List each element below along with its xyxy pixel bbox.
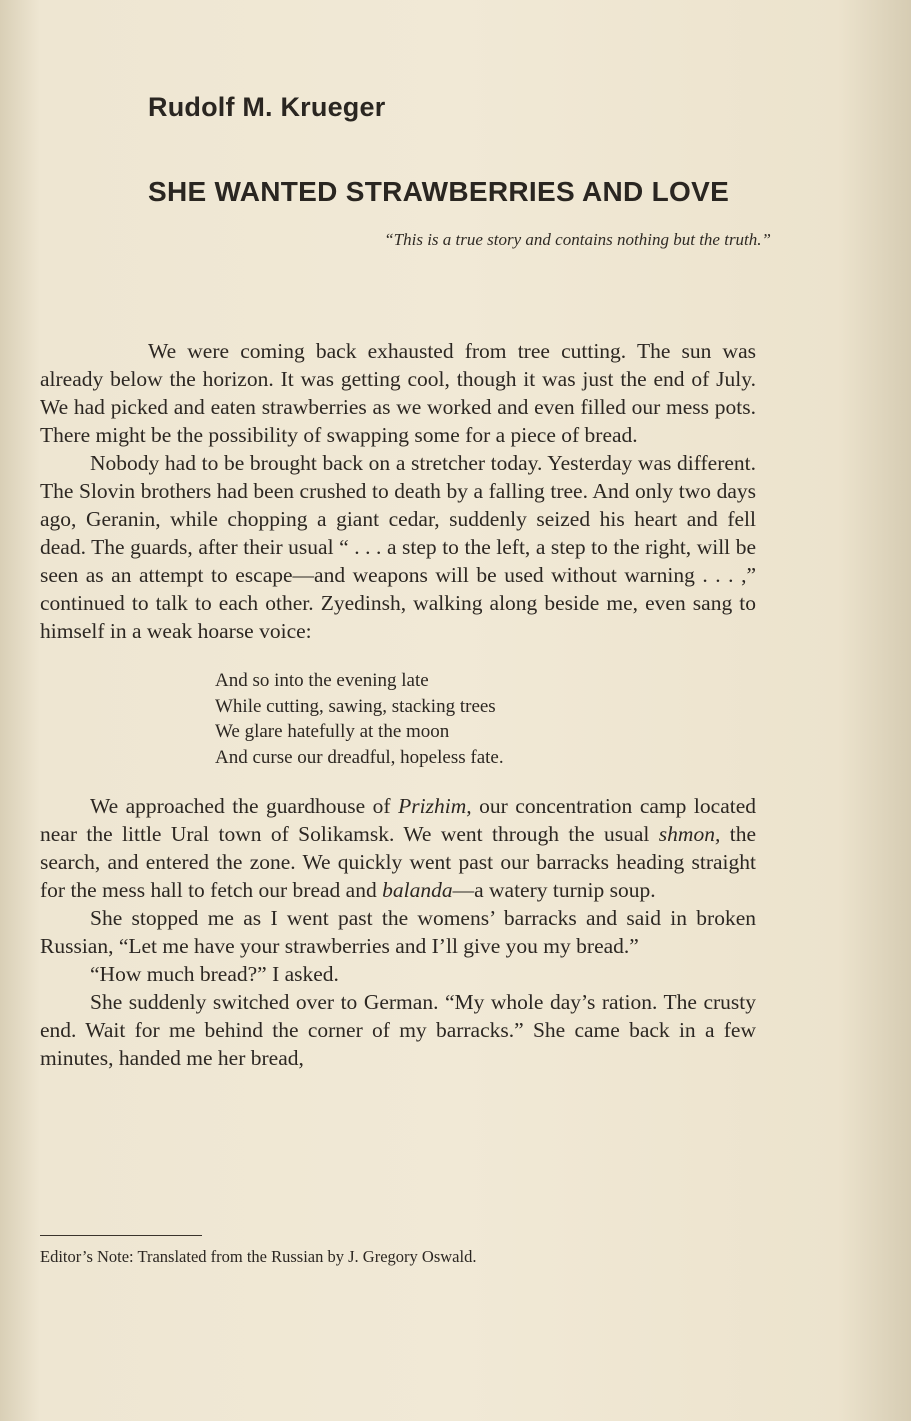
story-title: SHE WANTED STRAWBERRIES AND LOVE: [148, 176, 730, 207]
term-prizhim: Prizhim,: [398, 794, 472, 818]
paragraph-3-text-c: the search, and entered the zone. We quickly went past our barracks heading straight for the mess hall to fetch our bread and: [40, 822, 756, 902]
story-body: [40, 337, 756, 1072]
paragraph-1: We were coming back exhausted from tree cutting. The sun was already below the horizon. It was getting cool, though it was just the end of July. We had picked and eaten strawberries as we worked and even filled our mess pots. There might be the possibility of swapping some for a piece of bread.: [40, 339, 756, 447]
poem-line: We glare hatefully at the moon: [215, 721, 450, 742]
paragraph-3-text-a: We approached the guardhouse of: [90, 794, 399, 818]
poem-stanza: [215, 668, 756, 770]
term-balanda: balanda: [382, 878, 453, 902]
paragraph-4: She stopped me as I went past the womens’ barracks and said in broken Russian, “Let me have your strawberries and I’ll give you my bread.”: [40, 906, 756, 958]
poem-line: And curse our dreadful, hopeless fate.: [215, 746, 504, 768]
term-shmon: shmon,: [658, 822, 721, 846]
paragraph-5: “How much bread?” I asked.: [90, 962, 339, 986]
editors-note: Editor’s Note: Translated from the Russian by J. Gregory Oswald.: [40, 1247, 477, 1266]
poem-line: While cutting, sawing, stacking trees: [215, 695, 496, 717]
paragraph-6: She suddenly switched over to German. “My whole day’s ration. The crusty end. Wait for me behind the corner of my barracks.” She came back in a few minutes, handed me her bread,: [40, 990, 756, 1070]
author-name: Rudolf M. Krueger: [148, 92, 386, 122]
paragraph-2: Nobody had to be brought back on a stretcher today. Yesterday was different. The Slovin brothers had been crushed to death by a falling tree. And only two days ago, Geranin, while chopping a giant cedar, suddenly seized his heart and fell dead. The guards, after their usual “ . . . a step to the left, a step to the right, will be seen as an attempt to escape—and weapons will be used without warning . . . ,” continued to talk to each other. Zyedinsh, walking along beside me, even sang to himself in a weak hoarse voice:: [40, 451, 756, 643]
paragraph-3-text-d: —a watery turnip soup.: [452, 878, 656, 902]
epigraph: “This is a true story and contains nothing but the truth.”: [384, 230, 771, 249]
paragraph-3: [40, 792, 756, 904]
poem-line: And so into the evening late: [215, 670, 429, 691]
paragraph-3-text-b: our concentration camp located near the little Ural town of Solikamsk. We went through the usual: [40, 794, 756, 846]
footnote-rule: [40, 1235, 202, 1236]
